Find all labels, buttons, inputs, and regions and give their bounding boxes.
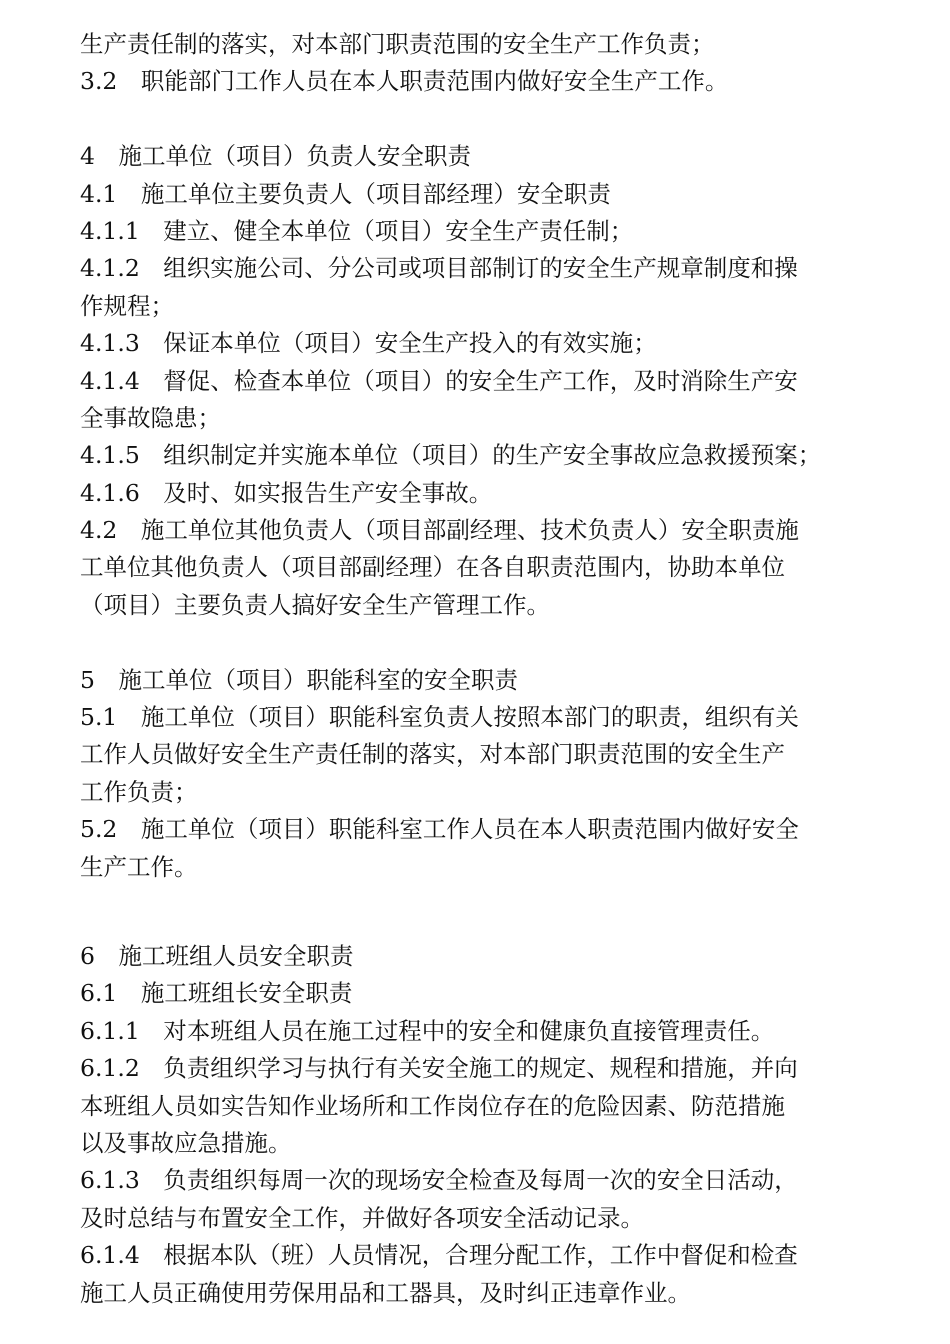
text-line: 5.2 施工单位（项目）职能科室工作人员在本人职责范围内做好安全 (80, 815, 799, 844)
text-line: 工作负责； (80, 777, 198, 806)
subsection-heading-4-1: 4.1 施工单位主要负责人（项目部经理）安全职责 (80, 179, 611, 208)
document-page (80, 26, 880, 1312)
section-heading-6: 6 施工班组人员安全职责 (80, 941, 354, 970)
blank-line (80, 101, 880, 138)
text-line: 6.1.3 负责组织每周一次的现场安全检查及每周一次的安全日活动， (80, 1166, 798, 1195)
text-line: （项目）主要负责人搞好安全生产管理工作。 (80, 590, 550, 619)
text-line: 本班组人员如实告知作业场所和工作岗位存在的危险因素、防范措施 (80, 1091, 785, 1120)
text-line: 6.1.2 负责组织学习与执行有关安全施工的规定、规程和措施，并向 (80, 1054, 798, 1083)
text-line: 3.2 职能部门工作人员在本人职责范围内做好安全生产工作。 (80, 67, 729, 96)
text-line: 6.1.1 对本班组人员在施工过程中的安全和健康负直接管理责任。 (80, 1016, 775, 1045)
text-line: 5.1 施工单位（项目）职能科室负责人按照本部门的职责，组织有关 (80, 703, 799, 732)
text-line: 4.1.6 及时、如实报告生产安全事故。 (80, 478, 493, 507)
text-line: 施工人员正确使用劳保用品和工器具，及时纠正违章作业。 (80, 1278, 691, 1307)
text-line: 生产工作。 (80, 852, 198, 881)
text-line: 4.1.1 建立、健全本单位（项目）安全生产责任制； (80, 216, 634, 245)
subsection-heading-6-1: 6.1 施工班组长安全职责 (80, 979, 353, 1008)
text-line: 4.1.4 督促、检查本单位（项目）的安全生产工作，及时消除生产安 (80, 366, 798, 395)
blank-line (80, 886, 880, 938)
section-heading-4: 4 施工单位（项目）负责人安全职责 (80, 142, 471, 171)
text-line: 6.1.4 根据本队（班）人员情况，合理分配工作，工作中督促和检查 (80, 1241, 798, 1270)
text-line: 全事故隐患； (80, 403, 221, 432)
text-line: 生产责任制的落实，对本部门职责范围的安全生产工作负责； (80, 30, 715, 58)
blank-line (80, 624, 880, 661)
text-line: 及时总结与布置安全工作，并做好各项安全活动记录。 (80, 1203, 644, 1232)
text-line: 4.1.2 组织实施公司、分公司或项目部制订的安全生产规章制度和操 (80, 254, 798, 283)
section-heading-5: 5 施工单位（项目）职能科室的安全职责 (80, 665, 518, 694)
text-line: 4.1.5 组织制定并实施本单位（项目）的生产安全事故应急救援预案； (80, 441, 822, 470)
text-line: 工作人员做好安全生产责任制的落实，对本部门职责范围的安全生产 (80, 740, 785, 769)
subsection-heading-4-2: 4.2 施工单位其他负责人（项目部副经理、技术负责人）安全职责施 (80, 516, 799, 545)
text-line: 工单位其他负责人（项目部副经理）在各自职责范围内，协助本单位 (80, 553, 785, 582)
text-line: 以及事故应急措施。 (80, 1128, 292, 1157)
text-line: 作规程； (80, 291, 174, 320)
text-line: 4.1.3 保证本单位（项目）安全生产投入的有效实施； (80, 329, 657, 358)
